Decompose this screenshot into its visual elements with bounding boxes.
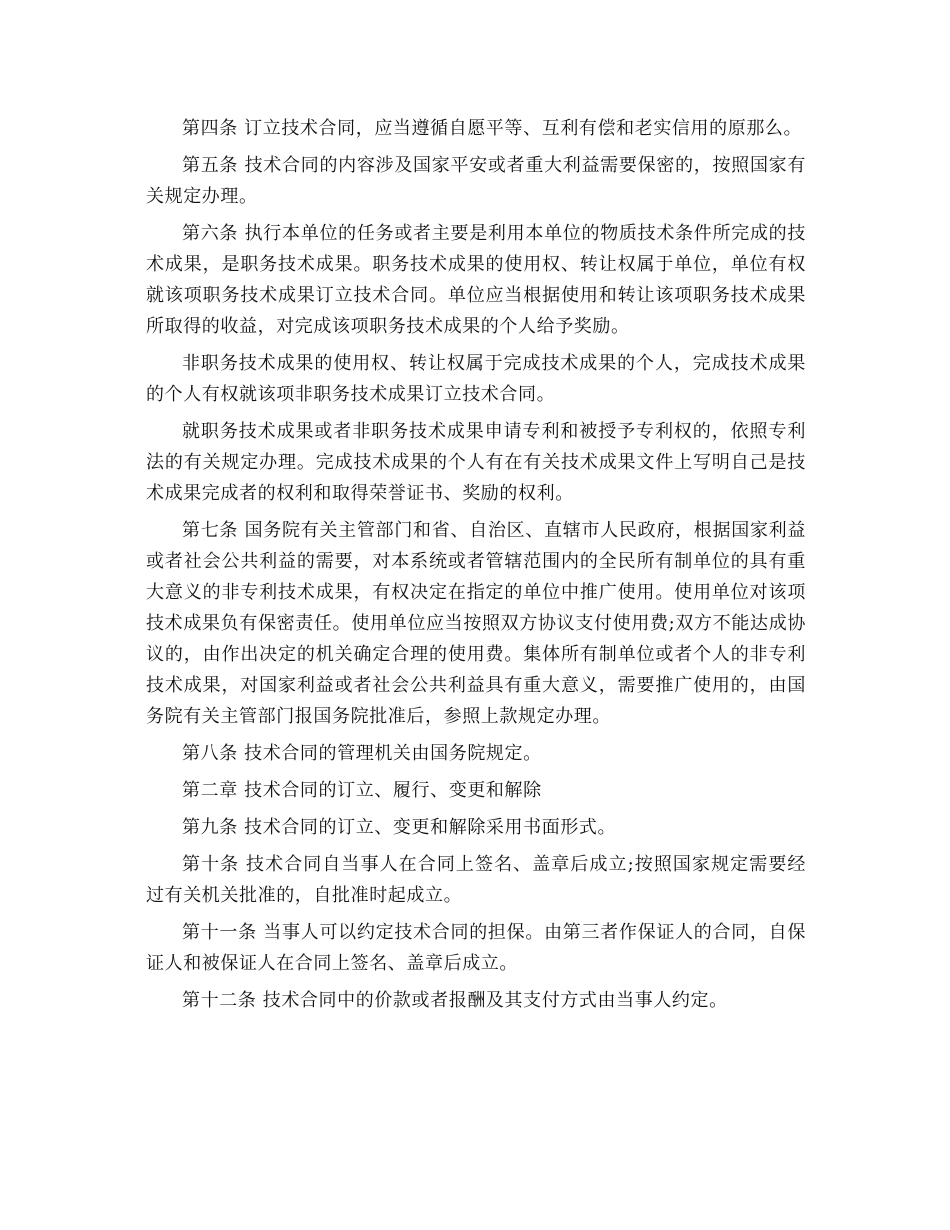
paragraph-article-9: 第九条 技术合同的订立、变更和解除采用书面形式。 [182, 817, 617, 838]
paragraph-patent-application: 就职务技术成果或者非职务技术成果申请专利和被授予专利权的，依照专利法的有关规定办理。完成技术成果的个人有在有关技术成果文件上写明自己是技术成果完成者的权利和取得荣誉证书、奖励的权利。 [146, 421, 806, 504]
paragraph-non-service-results: 非职务技术成果的使用权、转让权属于完成技术成果的个人，完成技术成果的个人有权就该项非职务技术成果订立技术合同。 [146, 353, 806, 405]
chapter-2-heading: 第二章 技术合同的订立、履行、变更和解除 [182, 780, 542, 801]
paragraph-article-10: 第十条 技术合同自当事人在合同上签名、盖章后成立;按照国家规定需要经过有关机关批准的，自批准时起成立。 [146, 854, 806, 906]
paragraph-article-7: 第七条 国务院有关主管部门和省、自治区、直辖市人民政府，根据国家利益或者社会公共利益的需要，对本系统或者管辖范围内的全民所有制单位的具有重大意义的非专利技术成果，有权决定在指定的单位中推广使用。使用单位对该项技术成果负有保密责任。使用单位应当按照双方协议支付使用费;双方不能达成协议的，由作出决定的机关确定合理的使用费。集体所有制单位或者个人的非专利技术成果，对国家利益或者社会公共利益具有重大意义，需要推广使用的，由国务院有关主管部门报国务院批准后，参照上款规定办理。 [146, 520, 806, 727]
paragraph-article-11: 第十一条 当事人可以约定技术合同的担保。由第三者作保证人的合同，自保证人和被保证人在合同上签名、盖章后成立。 [146, 922, 806, 974]
paragraph-article-6: 第六条 执行本单位的任务或者主要是利用本单位的物质技术条件所完成的技术成果，是职务技术成果。职务技术成果的使用权、转让权属于单位，单位有权就该项职务技术成果订立技术合同。单位应当根据使用和转让该项职务技术成果所取得的收益，对完成该项职务技术成果的个人给予奖励。 [146, 223, 806, 337]
paragraph-article-5: 第五条 技术合同的内容涉及国家平安或者重大利益需要保密的，按照国家有关规定办理。 [146, 155, 806, 207]
paragraph-article-8: 第八条 技术合同的管理机关由国务院规定。 [182, 743, 542, 764]
paragraph-article-12: 第十二条 技术合同中的价款或者报酬及其支付方式由当事人约定。 [182, 990, 728, 1011]
paragraph-article-4: 第四条 订立技术合同，应当遵循自愿平等、互利有偿和老实信用的原那么。 [182, 118, 803, 139]
